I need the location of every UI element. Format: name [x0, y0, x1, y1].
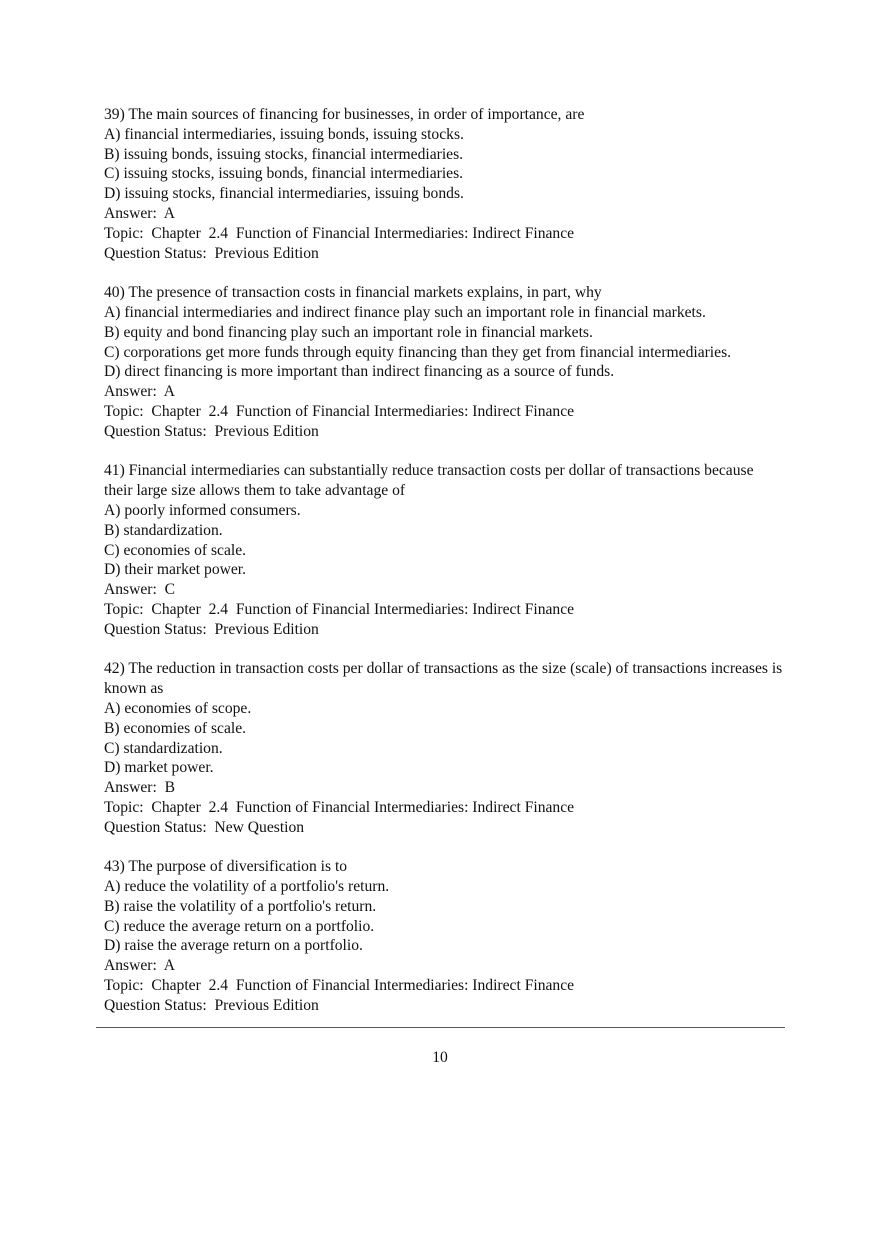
option-a: A) reduce the volatility of a portfolio's return.: [104, 878, 390, 896]
option-a: A) financial intermediaries and indirect finance play such an important role in financial markets.: [104, 303, 706, 321]
question-40: [104, 283, 784, 441]
option-c: C) economies of scale.: [104, 541, 247, 559]
topic: Topic: Chapter 2.4 Function of Financial Intermediaries: Indirect Finance: [104, 600, 575, 618]
question-status: Question Status: Previous Edition: [104, 620, 319, 638]
option-c: C) issuing stocks, issuing bonds, financial intermediaries.: [104, 165, 464, 183]
option-d: D) issuing stocks, financial intermediaries, issuing bonds.: [104, 185, 464, 203]
answer: Answer: A: [104, 383, 176, 401]
question-stem: 41) Financial intermediaries can substantially reduce transaction costs per dollar of transactions because their large size allows them to take advantage of: [104, 462, 758, 500]
answer: Answer: A: [104, 957, 176, 975]
topic: Topic: Chapter 2.4 Function of Financial Intermediaries: Indirect Finance: [104, 798, 575, 816]
option-d: D) market power.: [104, 759, 214, 777]
question-39: [104, 105, 784, 263]
question-stem: 40) The presence of transaction costs in financial markets explains, in part, why: [104, 284, 602, 302]
option-d: D) raise the average return on a portfolio.: [104, 937, 363, 955]
question-42: [104, 659, 787, 837]
question-41: [104, 461, 784, 639]
option-d: D) direct financing is more important than indirect financing as a source of funds.: [104, 363, 615, 381]
footer-divider: [96, 1027, 785, 1028]
option-d: D) their market power.: [104, 561, 247, 579]
question-stem: 43) The purpose of diversification is to: [104, 858, 348, 876]
question-status: Question Status: Previous Edition: [104, 996, 319, 1014]
topic: Topic: Chapter 2.4 Function of Financial Intermediaries: Indirect Finance: [104, 402, 575, 420]
option-b: B) standardization.: [104, 521, 223, 539]
topic: Topic: Chapter 2.4 Function of Financial Intermediaries: Indirect Finance: [104, 224, 575, 242]
option-b: B) issuing bonds, issuing stocks, financial intermediaries.: [104, 145, 464, 163]
question-status: Question Status: Previous Edition: [104, 244, 319, 262]
option-c: C) corporations get more funds through equity financing than they get from financial intermediaries.: [104, 343, 732, 361]
page-number: 10: [432, 1049, 448, 1066]
option-b: B) economies of scale.: [104, 719, 247, 737]
option-a: A) poorly informed consumers.: [104, 501, 301, 519]
question-stem: 39) The main sources of financing for businesses, in order of importance, are: [104, 106, 585, 123]
topic: Topic: Chapter 2.4 Function of Financial Intermediaries: Indirect Finance: [104, 977, 575, 995]
option-b: B) raise the volatility of a portfolio's return.: [104, 897, 377, 915]
option-a: A) financial intermediaries, issuing bonds, issuing stocks.: [104, 125, 464, 143]
question-status: Question Status: New Question: [104, 818, 305, 836]
option-c: C) reduce the average return on a portfolio.: [104, 917, 375, 935]
question-status: Question Status: Previous Edition: [104, 422, 319, 440]
answer: Answer: B: [104, 779, 176, 797]
option-a: A) economies of scope.: [104, 699, 252, 717]
question-stem: 42) The reduction in transaction costs per dollar of transactions as the size (scale) of transactions increases is known as: [104, 660, 787, 698]
option-c: C) standardization.: [104, 739, 223, 757]
question-list: [104, 105, 787, 1016]
question-43: [104, 857, 784, 1015]
answer: Answer: A: [104, 204, 176, 222]
answer: Answer: C: [104, 581, 176, 599]
option-b: B) equity and bond financing play such an important role in financial markets.: [104, 323, 593, 341]
